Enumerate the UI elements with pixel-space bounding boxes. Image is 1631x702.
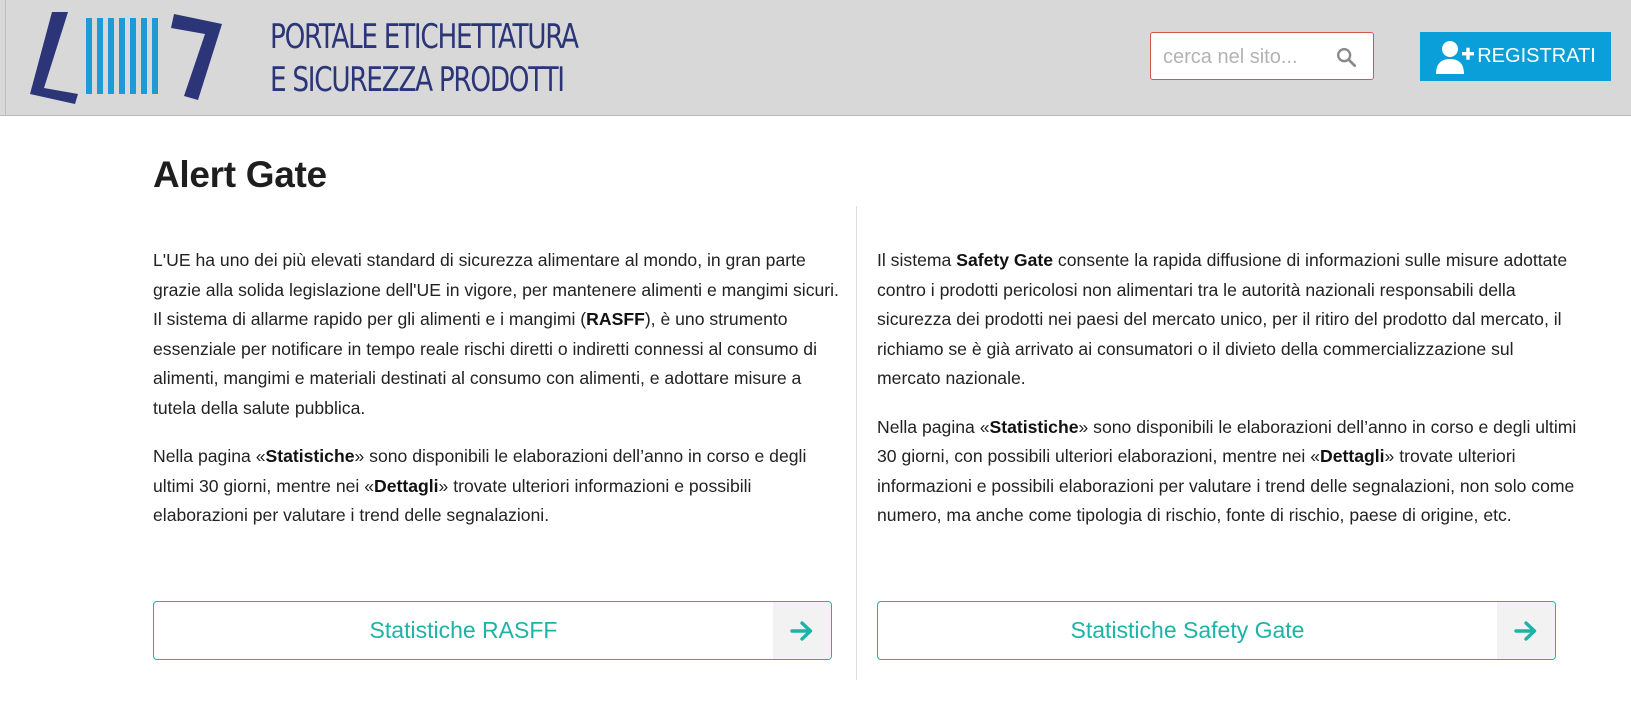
arrow-right-icon [790, 620, 814, 642]
logo-mark-icon [30, 12, 270, 104]
dettagli-term: Dettagli [374, 475, 439, 496]
logo-text [270, 16, 578, 102]
statistiche-safety-gate-arrow[interactable] [1497, 602, 1555, 659]
site-logo[interactable] [30, 12, 578, 104]
text-segment: Il sistema [877, 250, 957, 270]
arrow-right-icon [1514, 620, 1538, 642]
text-segment: » sono disponibili le elaborazioni dell’anno in corso e degli ultimi 30 giorni, mentre nei « [153, 446, 807, 496]
user-plus-icon [1435, 40, 1475, 74]
rasff-column [153, 246, 839, 550]
logo-text-line2: E SICUREZZA PRODOTTI [270, 60, 564, 100]
text-segment: » trovate ulteriori informazioni e possibili elaborazioni per valutare i trend delle segnalazioni, non solo come numero, ma anche come tipologia di rischio, fonte di rischio, paese di origine, etc. [877, 446, 1575, 525]
text-segment: Nella pagina « [153, 446, 266, 466]
logo-bar [119, 18, 125, 94]
statistiche-rasff-button[interactable] [153, 601, 832, 660]
statistiche-safety-gate-button[interactable] [877, 601, 1556, 660]
text-segment: consente la rapida diffusione di informazioni sulle misure adottate contro i prodotti pericolosi non alimentari tra le autorità nazionali responsabili della sicurezza dei prodotti nei paesi del mercato unico, per il ritiro del prodotto dal mercato, il richiamo se è già arrivato ai consumatori o il divieto della commercializzazione sul mercato nazionale. [877, 250, 1568, 388]
header-edge-line [5, 0, 6, 115]
logo-bar [86, 18, 92, 94]
rasff-intro-paragraph [153, 246, 839, 423]
statistiche-rasff-arrow[interactable] [773, 602, 831, 659]
rasff-stats-paragraph [153, 442, 839, 531]
statistiche-rasff-label: Statistiche RASFF [369, 617, 558, 643]
search-input[interactable] [1161, 41, 1330, 73]
register-button[interactable] [1420, 32, 1611, 81]
safety-gate-stats-paragraph [877, 413, 1577, 531]
text-segment: ), è uno strumento essenziale per notificare in tempo reale rischi diretti o indiretti connessi al consumo di alimenti, mangimi e materiali destinati al consumo con alimenti, e adottare misure a tutela della salute pubblica. [153, 309, 818, 418]
logo-bar [108, 18, 114, 94]
page-title: Alert Gate [153, 154, 327, 195]
safety-gate-term: Safety Gate [956, 250, 1054, 270]
logo-right-bracket [171, 14, 222, 100]
logo-bar [152, 18, 158, 94]
text-segment: Nella pagina « [877, 416, 990, 437]
site-header [0, 0, 1631, 116]
dettagli-term: Dettagli [1320, 446, 1385, 466]
logo-bar [130, 18, 136, 94]
register-button-label: REGISTRATI [1477, 45, 1596, 67]
text-segment: » sono disponibili le elaborazioni dell’anno in corso e degli ultimi 30 giorni, con possibili ulteriori elaborazioni, mentre nei « [877, 416, 1577, 466]
statistiche-term: Statistiche [989, 416, 1079, 437]
statistiche-safety-gate-label: Statistiche Safety Gate [1070, 617, 1305, 643]
logo-left-bracket [30, 12, 78, 104]
safety-gate-column [877, 246, 1577, 550]
rasff-term: RASFF [586, 309, 645, 329]
text-segment: » trovate ulteriori informazioni e possibili elaborazioni per valutare i trend delle segnalazioni. [153, 475, 752, 525]
column-divider [856, 206, 857, 680]
search-box[interactable] [1150, 32, 1374, 80]
safety-gate-intro-paragraph [877, 246, 1577, 394]
logo-bar [97, 18, 103, 94]
text-segment: L'UE ha uno dei più elevati standard di sicurezza alimentare al mondo, in gran parte grazie alla solida legislazione dell'UE in vigore, per mantenere alimenti e mangimi sicuri. Il sistema di allarme rapido per gli alimenti e i mangimi ( [153, 250, 839, 329]
logo-bar [141, 18, 147, 94]
logo-text-line1: PORTALE ETICHETTATURA [270, 17, 578, 57]
statistiche-term: Statistiche [265, 446, 355, 466]
search-icon[interactable] [1335, 46, 1357, 68]
